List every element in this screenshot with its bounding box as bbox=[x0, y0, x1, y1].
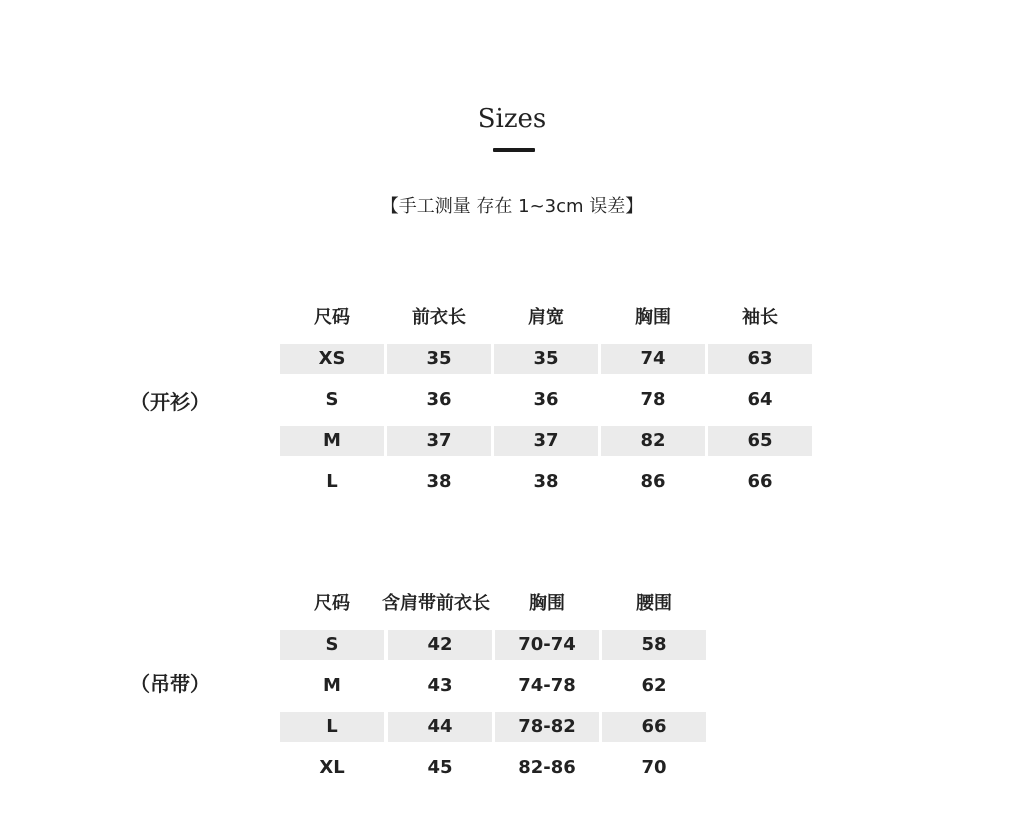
table-cell: M bbox=[280, 426, 384, 456]
table-cell: 35 bbox=[387, 344, 491, 374]
table-cell: 37 bbox=[494, 426, 598, 456]
table-cell: 38 bbox=[533, 471, 559, 492]
table-cell: 66 bbox=[747, 471, 773, 492]
table-cell: 78-82 bbox=[495, 712, 599, 742]
table-cell: 58 bbox=[602, 630, 706, 660]
table-cell: S bbox=[325, 389, 339, 410]
table-cell: 43 bbox=[427, 675, 453, 696]
header-cell: 尺码 bbox=[314, 593, 350, 614]
table-cell: XS bbox=[280, 344, 384, 374]
table-cell: 82 bbox=[601, 426, 705, 456]
header-cell: 胸围 bbox=[635, 307, 671, 328]
table-cell: 74-78 bbox=[518, 675, 576, 696]
table-cell: XL bbox=[319, 757, 345, 778]
table-cell: 38 bbox=[426, 471, 452, 492]
table-cell: 36 bbox=[533, 389, 559, 410]
table-cell: 70-74 bbox=[495, 630, 599, 660]
measurement-note: 【手工测量 存在 1~3cm 误差】 bbox=[380, 196, 644, 217]
table-cell: L bbox=[326, 471, 338, 492]
table-cell: 37 bbox=[387, 426, 491, 456]
header-cell: 胸围 bbox=[529, 593, 565, 614]
header-cell: 肩宽 bbox=[528, 307, 564, 328]
header-cell: 腰围 bbox=[636, 593, 672, 614]
table-cell: 62 bbox=[641, 675, 667, 696]
title-underline bbox=[493, 148, 535, 152]
table-cell: 65 bbox=[708, 426, 812, 456]
table-cell: 66 bbox=[602, 712, 706, 742]
camisole-size-table bbox=[280, 589, 707, 789]
table-cell: 35 bbox=[494, 344, 598, 374]
table-cell: 86 bbox=[640, 471, 666, 492]
camisole-section-label: （吊带） bbox=[130, 672, 210, 696]
table-cell: 45 bbox=[427, 757, 453, 778]
table-cell: 63 bbox=[708, 344, 812, 374]
header-cell: 前衣长 bbox=[412, 307, 466, 328]
table-cell: 44 bbox=[388, 712, 492, 742]
header-cell: 含肩带前衣长 bbox=[382, 593, 490, 614]
table-cell: 70 bbox=[641, 757, 667, 778]
header-cell: 袖长 bbox=[742, 307, 778, 328]
table-cell: L bbox=[280, 712, 384, 742]
cardigan-size-table bbox=[280, 303, 812, 503]
table-cell: 36 bbox=[426, 389, 452, 410]
page-title: Sizes bbox=[477, 104, 547, 134]
table-cell: 42 bbox=[388, 630, 492, 660]
table-cell: 78 bbox=[640, 389, 666, 410]
header-cell: 尺码 bbox=[314, 307, 350, 328]
table-cell: S bbox=[280, 630, 384, 660]
cardigan-section-label: （开衫） bbox=[130, 390, 210, 414]
table-cell: 64 bbox=[747, 389, 773, 410]
table-cell: 82-86 bbox=[518, 757, 576, 778]
table-cell: M bbox=[323, 675, 341, 696]
table-cell: 74 bbox=[601, 344, 705, 374]
